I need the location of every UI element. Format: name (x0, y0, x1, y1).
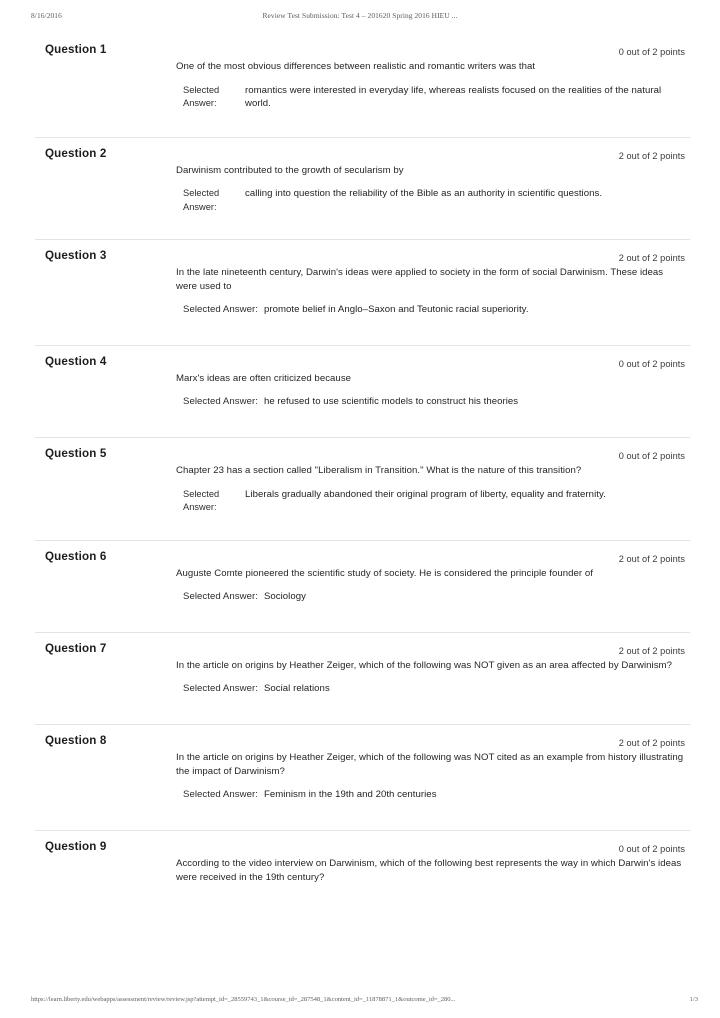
question-text: Darwinism contributed to the growth of secularism by (176, 164, 404, 176)
question-header (0, 642, 720, 658)
selected-answer-label-line2: Answer: (183, 502, 217, 513)
question-points: 0 out of 2 points (618, 47, 685, 57)
question-label: Question 7 (45, 642, 107, 656)
question-block (0, 437, 720, 540)
selected-answer (183, 187, 684, 213)
question-text: In the late nineteenth century, Darwin's ideas were applied to society in the form of social Darwinism. These ideas were used to (176, 267, 664, 292)
selected-answer-value: romantics were interested in everyday life, whereas realists focused on the realities of the natural world. (245, 84, 662, 110)
selected-answer-label: Selected Answer: (183, 303, 258, 315)
question-header (0, 355, 720, 371)
selected-answer-label (183, 488, 245, 514)
question-header (0, 840, 720, 856)
question-header (0, 249, 720, 265)
question-header (0, 734, 720, 750)
question-points: 0 out of 2 points (618, 844, 685, 855)
question-block (0, 345, 720, 437)
selected-answer-value: Liberals gradually abandoned their original program of liberty, equality and fraternity. (245, 488, 606, 500)
footer-source-url: https://learn.liberty.edu/webapps/assessment/review/review.jsp?attempt_id=_28559743_1&course_id=_287548_1&content_id=_11878871_1&outcome_id=_280... (31, 996, 456, 1003)
selected-answer (183, 682, 684, 696)
question-header (0, 147, 720, 163)
question-points: 2 out of 2 points (618, 646, 685, 657)
question-header (0, 43, 720, 59)
question-points: 0 out of 2 points (618, 359, 685, 370)
footer-page-number: 1/3 (689, 996, 698, 1003)
question-label: Question 3 (45, 249, 107, 263)
question-spacer (0, 111, 720, 137)
question-spacer (0, 603, 720, 632)
selected-answer (183, 788, 684, 802)
selected-answer-label-line2: Answer: (183, 97, 217, 108)
selected-answer-label: Selected Answer: (183, 682, 258, 694)
question-label: Question 5 (45, 447, 107, 461)
question-body (0, 346, 720, 437)
header-title: Review Test Submission: Test 4 – 201620 Spring 2016 HIEU ... (262, 11, 458, 20)
question-text: One of the most obvious differences between realistic and romantic writers was that (176, 61, 536, 72)
question-label: Question 6 (45, 549, 107, 563)
question-body (0, 240, 720, 345)
question-body (0, 138, 720, 240)
question-spacer (0, 514, 720, 540)
header-date: 8/16/2016 (31, 11, 62, 20)
page-running-header (0, 11, 720, 23)
selected-answer-label-line1: Selected (183, 488, 220, 499)
question-text: Chapter 23 has a section called "Liberalism in Transition." What is the nature of this transition? (176, 465, 582, 477)
question-spacer (0, 316, 720, 345)
question-label: Question 4 (45, 355, 107, 369)
question-header (0, 447, 720, 463)
selected-answer (183, 395, 684, 409)
selected-answer-value: Feminism in the 19th and 20th centuries (263, 788, 437, 800)
question-text: In the article on origins by Heather Zeiger, which of the following was NOT cited as an example from history illustrating the impact of Darwinism? (176, 752, 684, 777)
question-block (0, 632, 720, 724)
selected-answer-label: Selected Answer: (183, 395, 258, 407)
selected-answer (183, 488, 684, 514)
question-spacer (0, 695, 720, 724)
selected-answer-label-line2: Answer: (183, 201, 217, 212)
question-points: 2 out of 2 points (618, 738, 685, 749)
question-label: Question 1 (45, 43, 107, 56)
question-spacer (0, 213, 720, 239)
question-spacer (0, 884, 720, 894)
question-body (0, 633, 720, 724)
question-text: According to the video interview on Darwinism, which of the following best represents the way in which Darwin's ideas were received in the 19th century? (176, 858, 682, 883)
question-text: In the article on origins by Heather Zeiger, which of the following was NOT given as an area affected by Darwinism? (176, 660, 672, 672)
question-points: 2 out of 2 points (618, 553, 685, 564)
question-block (0, 239, 720, 345)
selected-answer-value: Social relations (263, 682, 330, 694)
selected-answer-label: Selected Answer: (183, 788, 258, 800)
question-block (0, 830, 720, 894)
selected-answer (183, 303, 684, 317)
selected-answer-value: he refused to use scientific models to construct his theories (263, 395, 519, 407)
selected-answer (183, 590, 684, 604)
question-body (0, 541, 720, 632)
selected-answer (183, 84, 684, 111)
selected-answer-label (183, 84, 245, 110)
question-body (0, 831, 720, 894)
question-text: Auguste Comte pioneered the scientific study of society. He is considered the principle founder of (176, 567, 593, 579)
question-label: Question 2 (45, 146, 107, 160)
question-points: 2 out of 2 points (618, 253, 685, 264)
question-block (0, 540, 720, 632)
selected-answer-label: Selected Answer: (183, 590, 258, 602)
selected-answer-value: Sociology (263, 590, 306, 602)
question-label: Question 9 (45, 840, 107, 854)
selected-answer-label-line1: Selected (183, 188, 220, 199)
question-body (0, 725, 720, 830)
question-points: 0 out of 2 points (618, 451, 685, 462)
selected-answer-label-line1: Selected (183, 84, 220, 95)
question-body (0, 438, 720, 540)
question-spacer (0, 801, 720, 830)
question-text: Marx's ideas are often criticized because (176, 373, 352, 385)
question-label: Question 8 (45, 734, 107, 748)
selected-answer-value: promote belief in Anglo–Saxon and Teutonic racial superiority. (263, 303, 529, 315)
question-body (0, 34, 720, 137)
question-block (0, 137, 720, 240)
question-spacer (0, 408, 720, 437)
question-block (0, 34, 720, 137)
question-block (0, 724, 720, 830)
selected-answer-label (183, 187, 245, 213)
question-header (0, 550, 720, 566)
page-running-footer (0, 996, 720, 1008)
question-points: 2 out of 2 points (618, 150, 685, 161)
question-list (0, 34, 720, 894)
selected-answer-value: calling into question the reliability of the Bible as an authority in scientific questions. (245, 188, 603, 200)
